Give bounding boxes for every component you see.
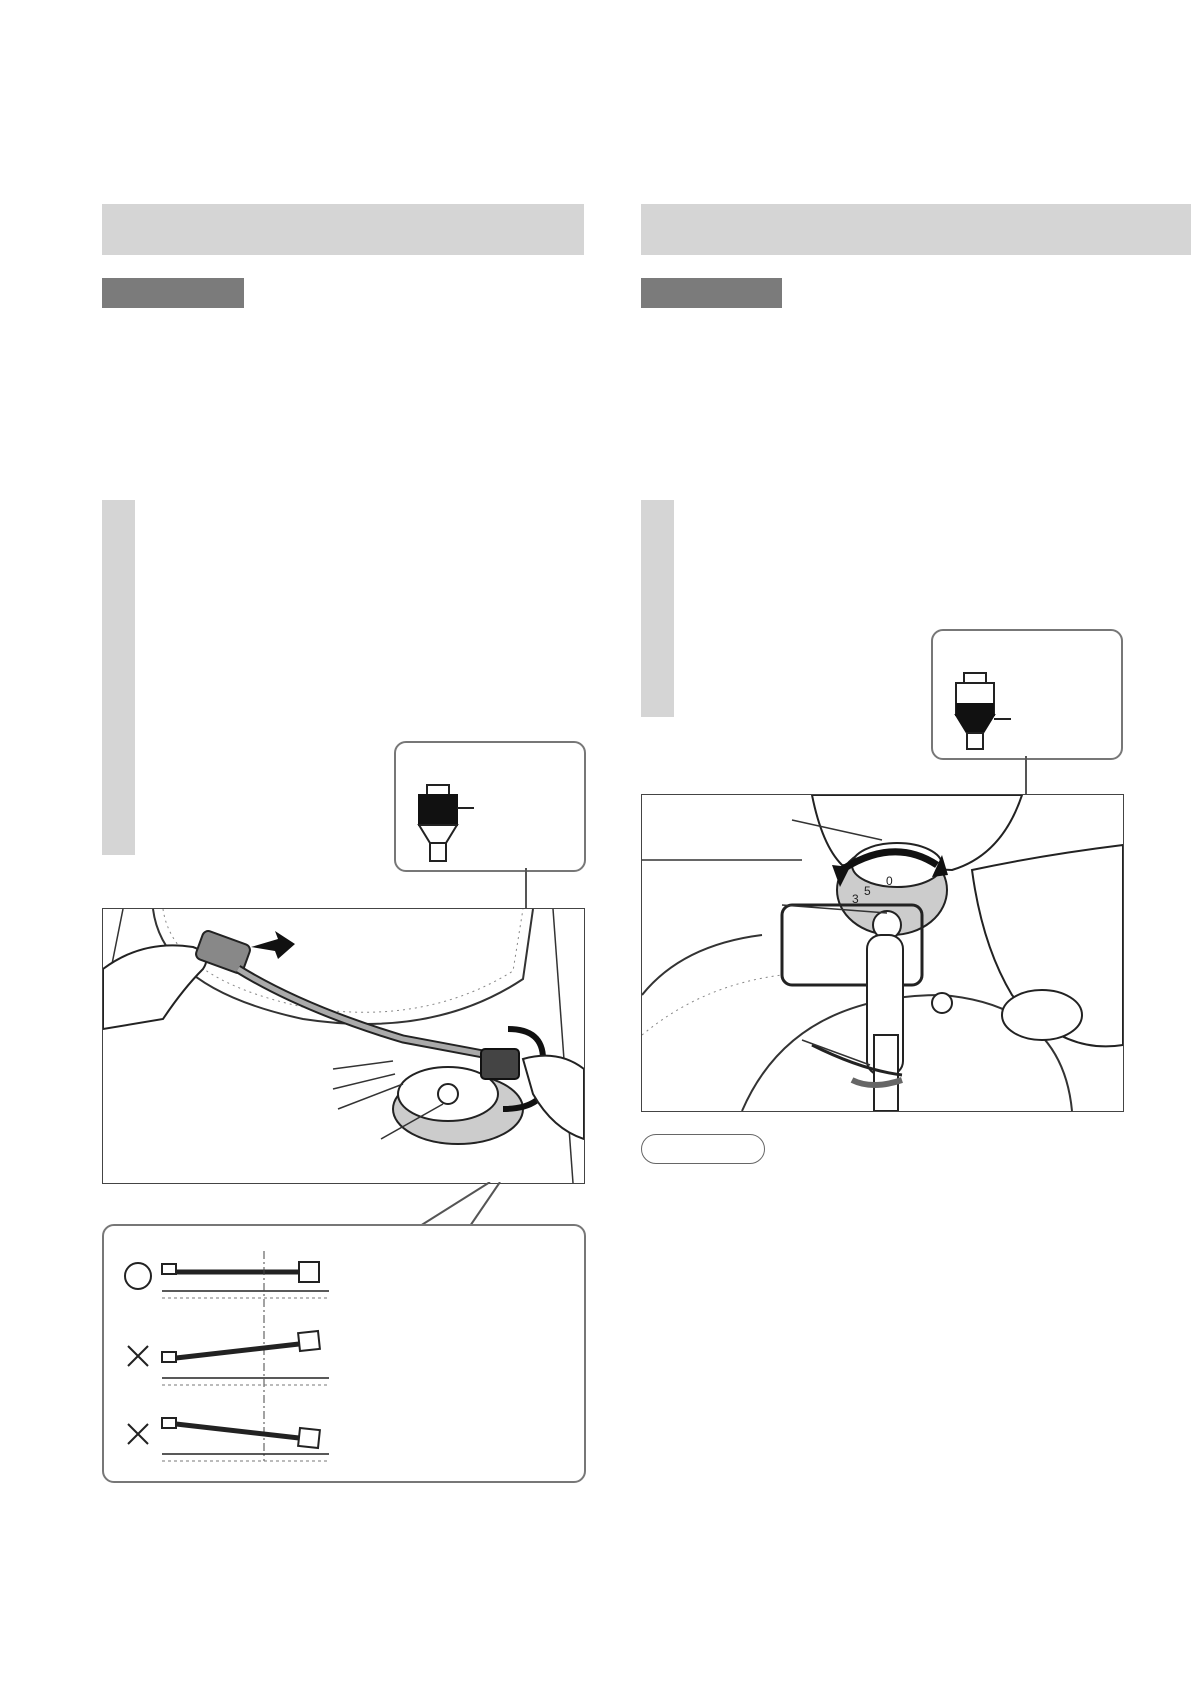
right-section-tag — [641, 278, 782, 308]
balance-diagram — [104, 1226, 584, 1481]
left-indicator-callout — [394, 741, 586, 872]
weight-indicator-icon — [396, 743, 584, 870]
left-step-bar — [102, 500, 135, 855]
right-step-bar — [641, 500, 674, 717]
left-tonearm-figure — [102, 908, 585, 1184]
arrow-icon — [251, 931, 295, 959]
zoom-connector — [400, 1182, 520, 1227]
dial-number-0: 0 — [886, 874, 893, 888]
note-pill — [641, 1134, 765, 1164]
dial-number-5: 5 — [864, 884, 871, 898]
tonearm-balance-illustration — [103, 909, 584, 1183]
anti-skate-dial-illustration — [642, 795, 1123, 1111]
left-title-bar — [102, 204, 584, 255]
right-title-bar — [641, 204, 1191, 255]
balance-diagram-box — [102, 1224, 586, 1483]
circle-ok-icon — [125, 1263, 151, 1289]
right-dial-figure — [641, 794, 1124, 1112]
weight-indicator-icon — [933, 631, 1121, 758]
cross-ng-icon — [128, 1424, 148, 1444]
left-section-tag — [102, 278, 244, 308]
dial-number-3: 3 — [852, 892, 859, 906]
right-indicator-callout — [931, 629, 1123, 760]
cross-ng-icon — [128, 1346, 148, 1366]
